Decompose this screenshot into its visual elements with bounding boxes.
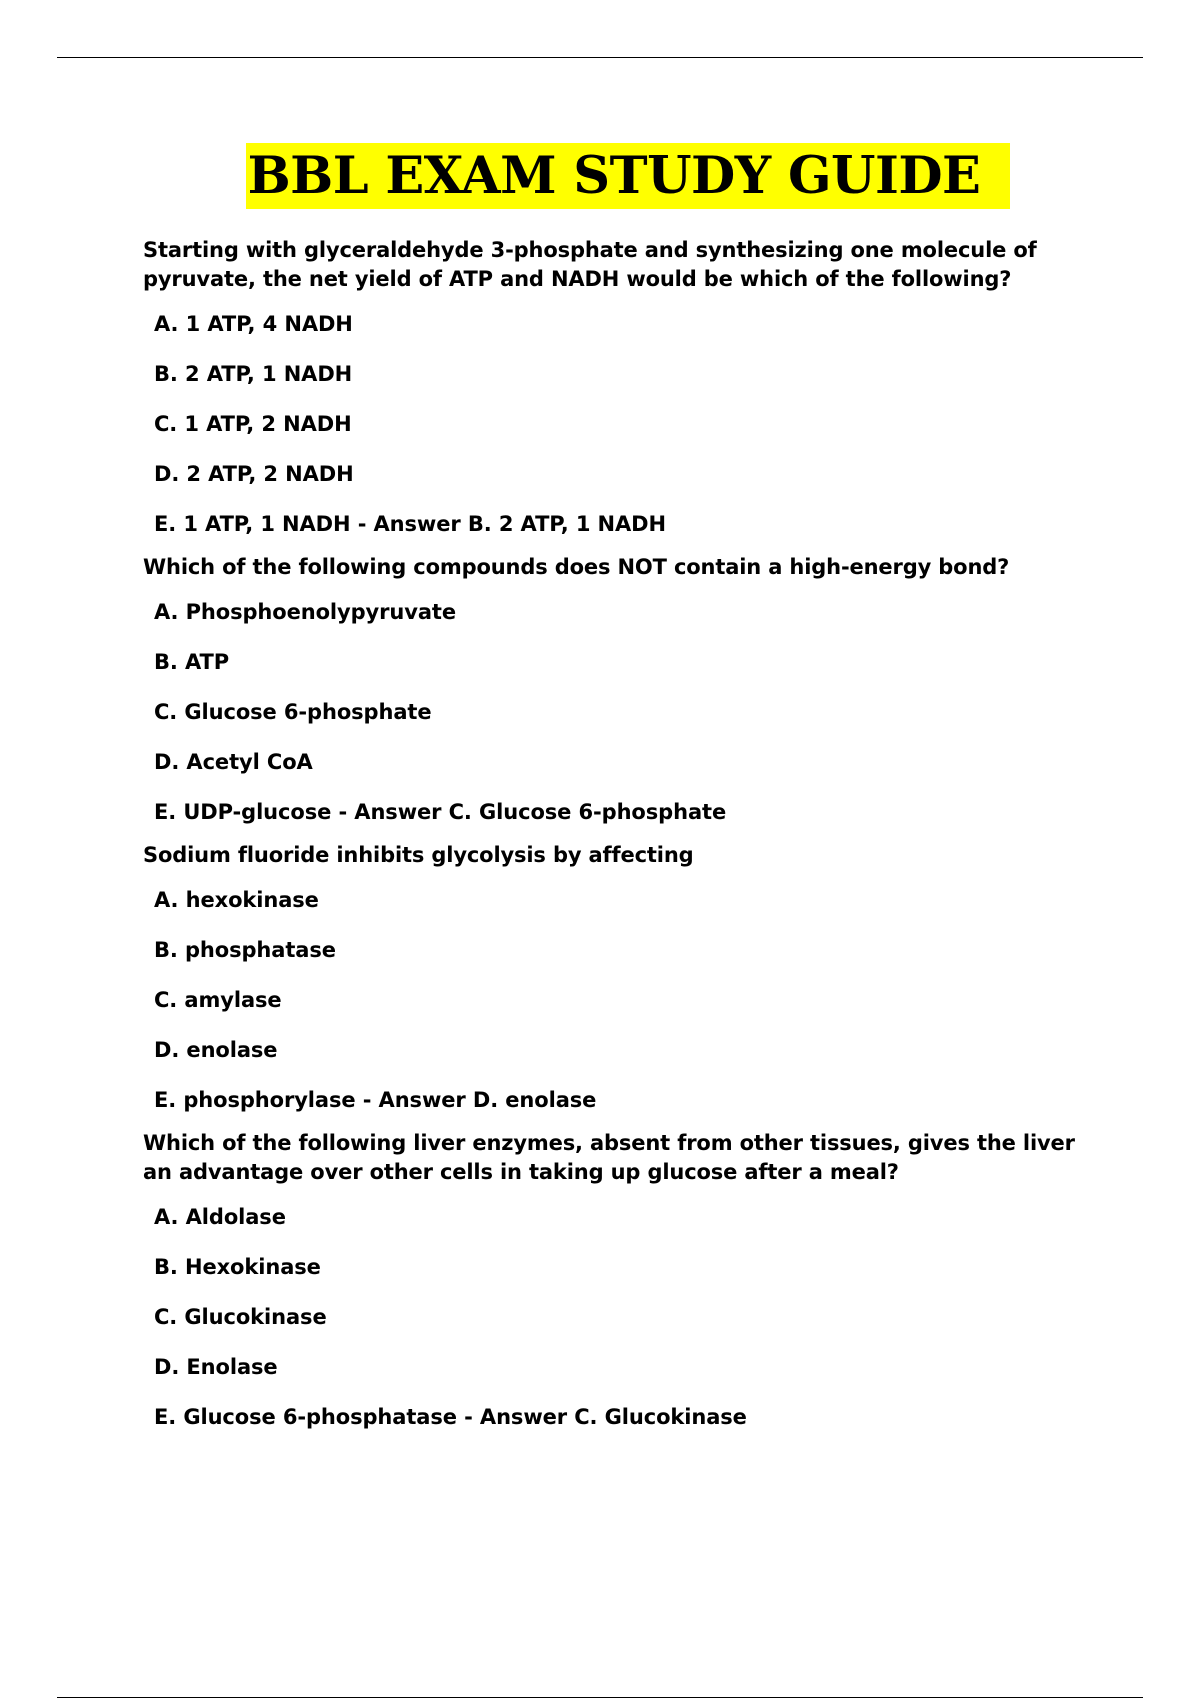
question-text-1: Starting with glyceraldehyde 3-phosphate and synthesizing one molecule of pyruvate, the net yield of ATP and NADH would be which of the following?	[143, 238, 1037, 291]
document-title: BBL EXAM STUDY GUIDE	[246, 143, 1011, 209]
option-4d: D. Enolase	[154, 1355, 278, 1379]
options-list-3	[143, 886, 1103, 1115]
option-3d: D. enolase	[154, 1038, 278, 1062]
top-rule	[57, 57, 1143, 58]
option-1e-answer: E. 1 ATP, 1 NADH - Answer B. 2 ATP, 1 NADH	[154, 512, 666, 536]
option-3b: B. phosphatase	[154, 938, 336, 962]
option-2d: D. Acetyl CoA	[154, 750, 313, 774]
option-2e-answer: E. UDP-glucose - Answer C. Glucose 6-phosphate	[154, 800, 727, 824]
option-3e-answer: E. phosphorylase - Answer D. enolase	[154, 1088, 597, 1112]
option-1c: C. 1 ATP, 2 NADH	[154, 412, 352, 436]
option-3c: C. amylase	[154, 988, 282, 1012]
question-block-2	[143, 553, 1103, 827]
option-1d: D. 2 ATP, 2 NADH	[154, 462, 354, 486]
question-text-4: Which of the following liver enzymes, absent from other tissues, gives the liver an advantage over other cells in taking up glucose after a meal?	[143, 1131, 1075, 1184]
options-list-2	[143, 598, 1103, 827]
question-block-3	[143, 841, 1103, 1115]
option-2c: C. Glucose 6-phosphate	[154, 700, 432, 724]
option-4b: B. Hexokinase	[154, 1255, 321, 1279]
option-3a: A. hexokinase	[154, 888, 319, 912]
options-list-1	[143, 310, 1103, 539]
question-text-3: Sodium fluoride inhibits glycolysis by affecting	[143, 843, 694, 867]
questions-container	[143, 236, 1103, 1446]
option-2b: B. ATP	[154, 650, 230, 674]
bottom-rule	[57, 1697, 1143, 1698]
question-block-1	[143, 236, 1103, 539]
question-block-4	[143, 1129, 1103, 1432]
option-4c: C. Glucokinase	[154, 1305, 327, 1329]
option-4a: A. Aldolase	[154, 1205, 286, 1229]
option-1b: B. 2 ATP, 1 NADH	[154, 362, 353, 386]
option-2a: A. Phosphoenolypyruvate	[154, 600, 456, 624]
option-1a: A. 1 ATP, 4 NADH	[154, 312, 353, 336]
title-container	[0, 143, 1200, 209]
option-4e-answer: E. Glucose 6-phosphatase - Answer C. Glucokinase	[154, 1405, 747, 1429]
options-list-4	[143, 1203, 1103, 1432]
question-text-2: Which of the following compounds does NOT contain a high-energy bond?	[143, 555, 1010, 579]
